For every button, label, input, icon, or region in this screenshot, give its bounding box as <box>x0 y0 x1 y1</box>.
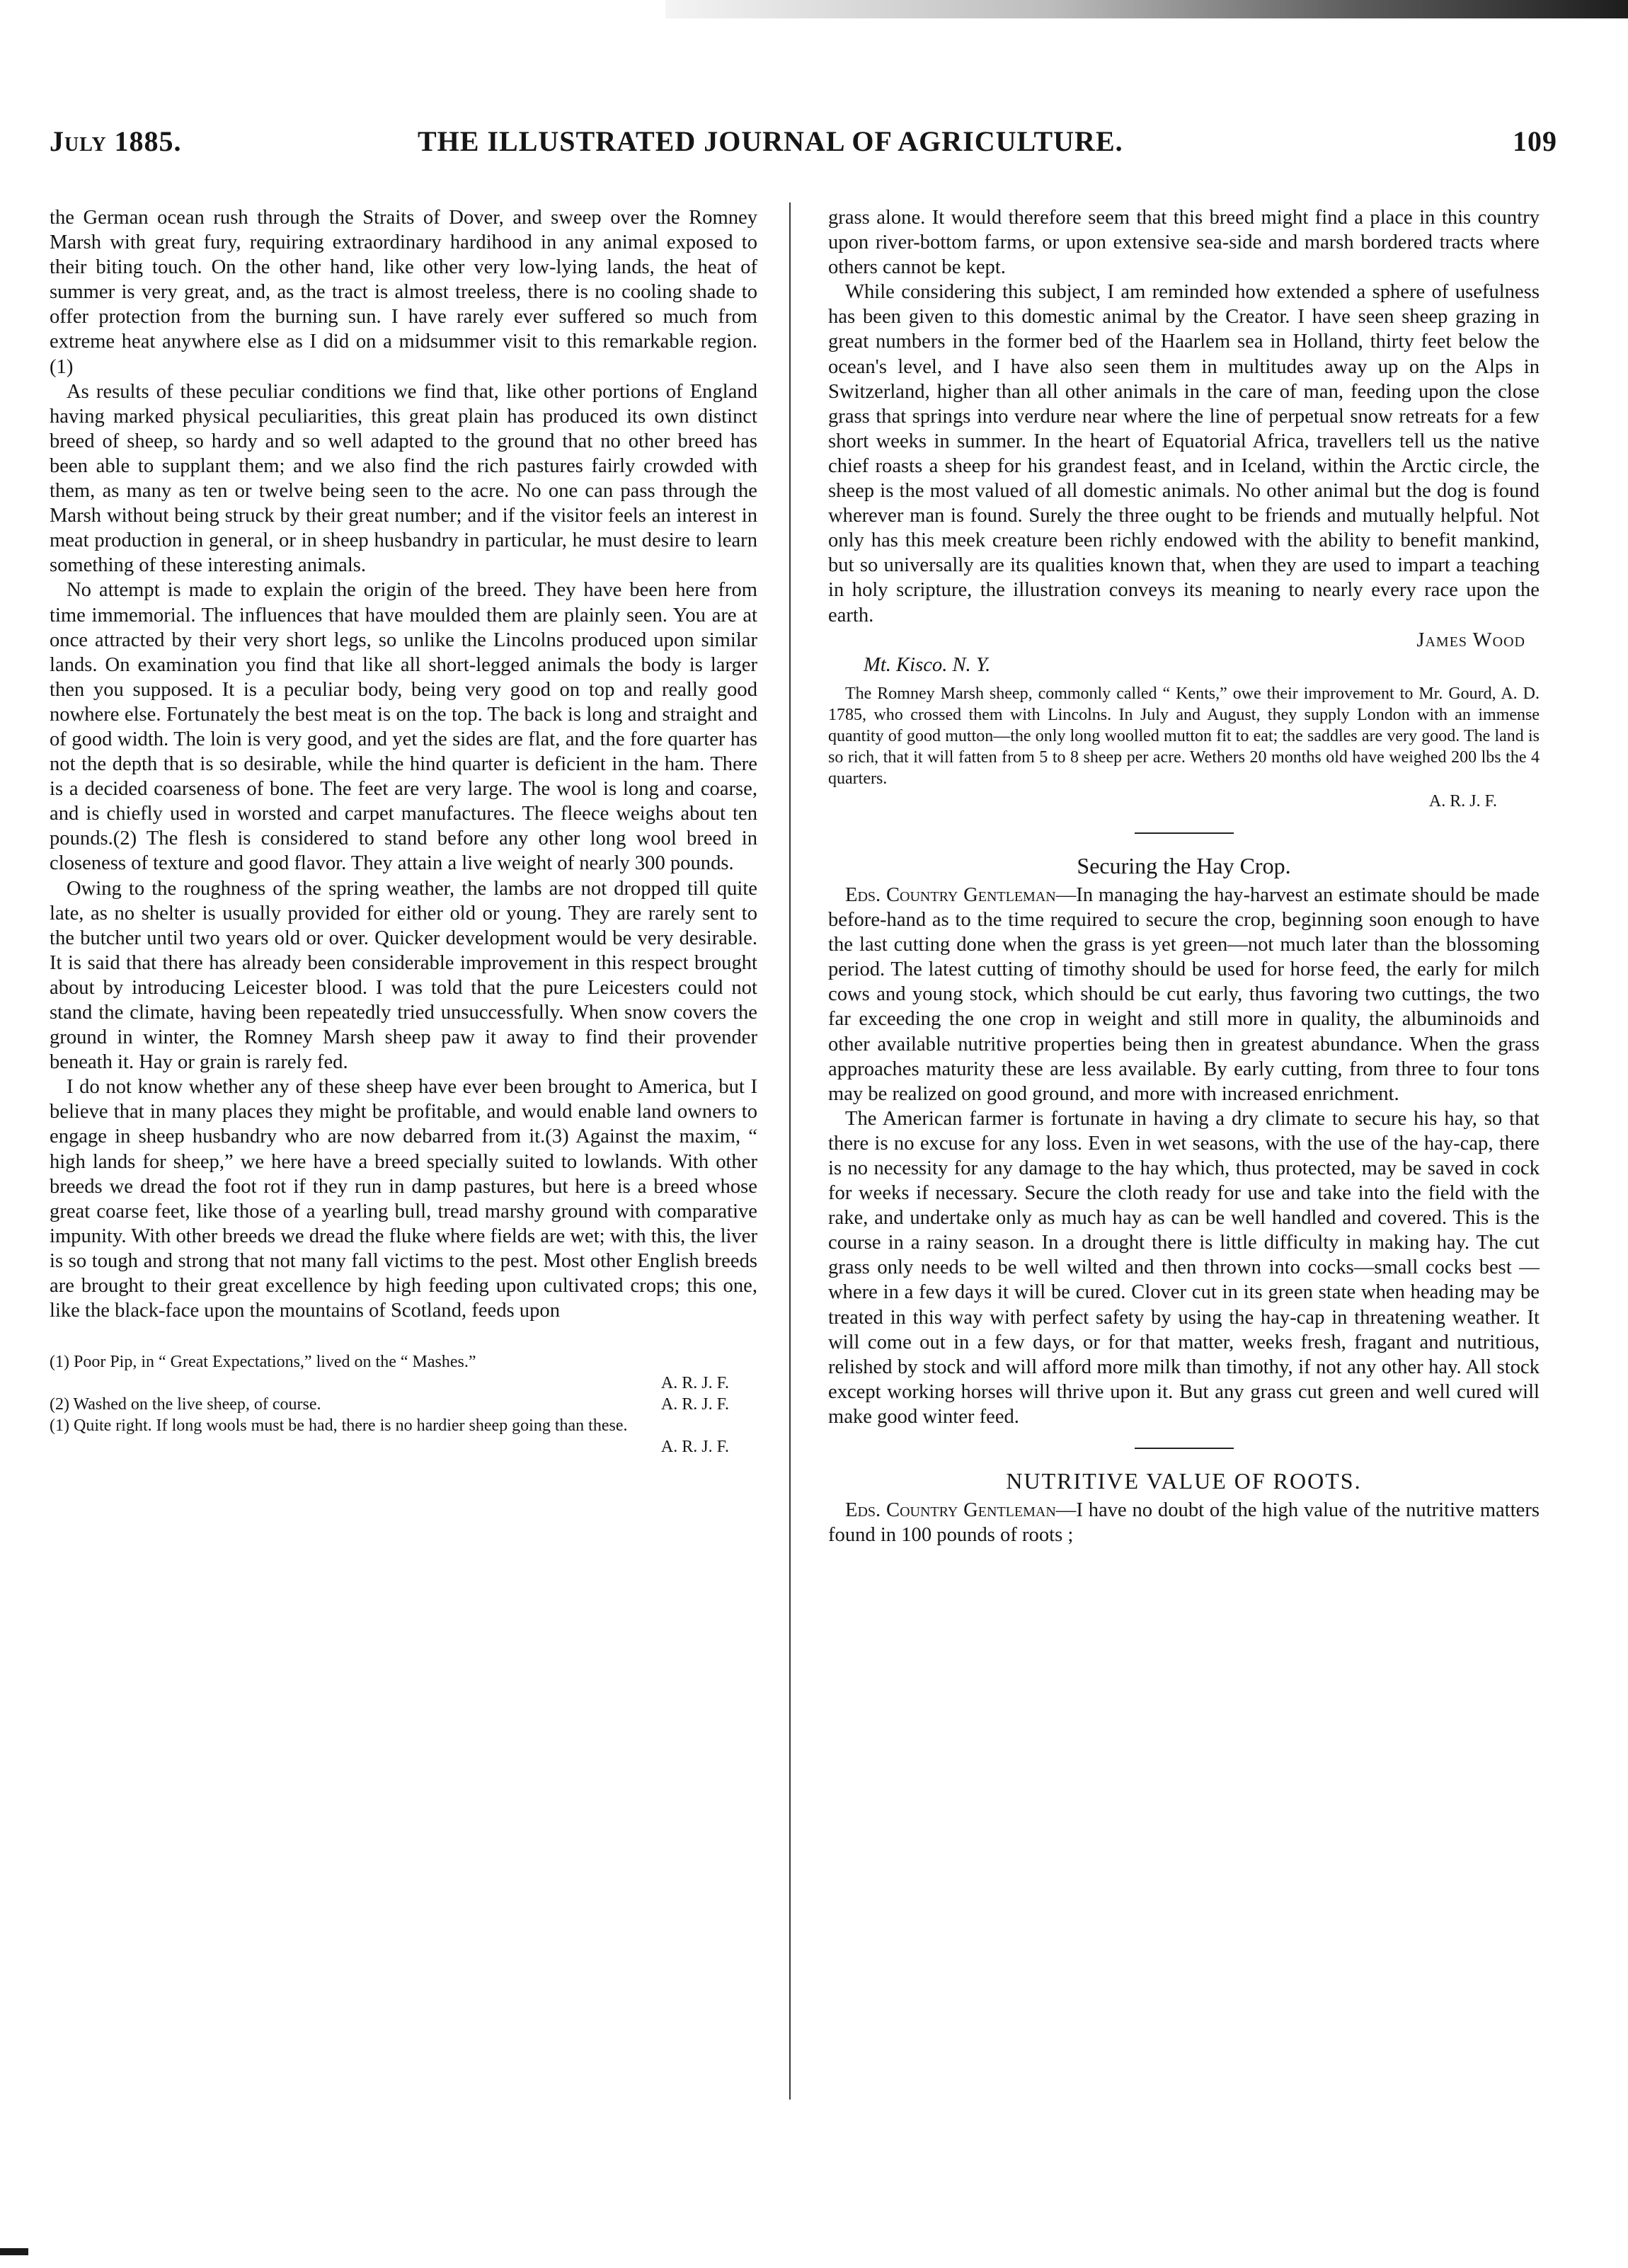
article-paragraph: No attempt is made to explain the origin of the breed. They have been here from time immemorial. The influences that have moulded them are plainly seen. You are at once attracted by their very short legs, so unlike the Lincolns produced upon similar lands. On examination you find that like all short-legged animals the body is larger then you supposed. It is a peculiar body, being very good on top and really good nowhere else. Fortunately the best meat is on the top. The back is long and straight and of good width. The loin is very good, and yet the sides are flat, and the fore quarter has not the depth that is so desirable, while the hind quarter is deficient in the ham. There is a decided coarseness of bone. The feet are very large. The wool is long and coarse, and is chiefly used in worsted and carpet manufactures. The fleece weighs about ten pounds.(2) The flesh is considered to stand before any other long wool breed in closeness of texture and good flavor. They attain a live weight of nearly 300 pounds. <box>50 579 757 875</box>
article-paragraph <box>828 883 1540 1106</box>
roots-lead: Eds. Country Gentleman <box>845 1499 1056 1522</box>
page-number: 109 <box>1513 125 1557 157</box>
article-paragraph: grass alone. It would therefore seem that this breed might find a place in this country upon river-bottom farms, or upon extensive sea-side and marsh bordered tracts where others cannot be kept. <box>828 207 1540 279</box>
article-paragraph: While considering this subject, I am reminded how extended a sphere of usefulness has been given to this domestic animal by the Creator. I have seen sheep grazing in great numbers in the former bed of the Haarlem sea in Holland, thirty feet below the ocean's level, and I have also seen them in multitudes away up on the Alps in Switzerland, higher than all other animals in the care of man, feeding upon the close grass that springs into verdure near where the line of perpetual snow retreats for a few short weeks in summer. In the heart of Equatorial Africa, travellers tell us the native chief roasts a sheep for his grandest feast, and in Iceland, within the Arctic circle, the sheep is the most valued of all domestic animals. No other animal but the dog is found wherever man is found. Surely the three ought to be friends and mutually helpful. Not only has this meek creature been richly endowed with the ability to benefit mankind, but so universally are its qualities known that, when they are used to impart a teaching in holy scripture, the illustration conveys its meaning to nearly every race upon the earth. <box>828 281 1540 626</box>
footnote <box>50 1394 757 1415</box>
footnote-text: (2) Washed on the live sheep, of course. <box>50 1395 321 1414</box>
hay-crop-lead: Eds. Country Gentleman <box>845 883 1056 906</box>
roots-text: —I have no doubt of the high value of the nutritive matters found in 100 pounds of roots ; <box>828 1499 1540 1547</box>
article-paragraph: The American farmer is fortunate in having a dry climate to secure his hay, so that there is no excuse for any loss. Even in wet seasons, with the use of the hay-cap, there is no necessity for any damage to the hay which, thus protected, may be saved in cock for weeks if necessary. Secure the cloth ready for use and take into the field with the rake, and undertake only as much hay as can be well handled and covered. This is the course in a rainy season. In a drought there is little difficulty in making hay. The cut grass only needs to be well wilted and then thrown into cocks—small cocks best —where in a few days it will be cured. Clover cut in its green state when heading may be treated in this way with perfect safety by using the hay-cap in threatening weather. It will come out in a few days, or for that matter, weeks fresh, fragant and nutritious, relished by stock and will afford more milk than timothy, if not any other hay. All stock except working horses will thrive upon it. But any grass cut green and well cured will make good winter feed. <box>828 1107 1540 1428</box>
column-rule <box>789 202 791 2100</box>
footnotes <box>50 1351 757 1457</box>
author-signature <box>828 628 1540 653</box>
article-paragraph: As results of these peculiar conditions we find that, like other portions of England having marked physical peculiarities, this great plain has produced its own distinct breed of sheep, so hardy and so well adapted to the ground that no other breed has been able to supplant them; and we also find the rich pastures fairly crowded with them, as many as ten or twelve being seen to the acre. No one can pass through the Marsh without being struck by their great number; and if the visitor feels an interest in meat production in general, or in sheep husbandry in particular, he must desire to learn something of these interesting animals. <box>50 380 757 577</box>
footnote-signature: A. R. J. F. <box>660 1438 729 1457</box>
scan-mark <box>0 2248 28 2255</box>
article-paragraph: the German ocean rush through the Straits of Dover, and sweep over the Romney Marsh with great fury, requiring extraordinary hardihood in any animal exposed to their biting touch. On the other hand, like other very low-lying lands, the heat of summer is very great, and, as the tract is almost treeless, there is no cooling shade to offer protection from the burning sun. I have rarely ever suffered so much from extreme heat anywhere else as I did on a midsummer visit to this remarkable region. (1) <box>50 207 757 378</box>
author-place: Mt. Kisco. N. Y. <box>864 653 991 676</box>
hay-crop-text: —In managing the hay-harvest an estimate should be made before-hand as to the time required to secure the crop, beginning soon enough to have the last cutting done when the grass is yet green—not much later than the blossoming period. The latest cutting of timothy should be used for horse feed, the early for milch cows and young stock, which should be cut early, thus favoring two cuttings, the two far exceeding the one crop in weight and still more in quality, the albuminoids and other available nutritive properties being then in greatest abundance. When the grass approaches maturity these are less available. By early cutting, from three to four tons may be realized on good ground, and more with increased enrichment. <box>828 883 1540 1105</box>
article-paragraph <box>828 1498 1540 1547</box>
article-paragraph: Owing to the roughness of the spring weather, the lambs are not dropped till quite late, as no shelter is usually provided for either old or young. They are rarely sent to the butcher until two years old or over. Quicker development would be very desirable. It is said that there has already been considerable improvement in this respect brought about by introducing Leicester blood. I was told that the pure Leicesters could not stand the climate, having been repeatedly tried unsuccessfully. When snow covers the ground in winter, the Romney Marsh sheep paw it away to find their provender beneath it. Hay or grain is rarely fed. <box>50 877 757 1074</box>
footnote-signature: A. R. J. F. <box>660 1395 729 1414</box>
issue-date: July 1885. <box>50 125 182 157</box>
section-divider <box>1135 832 1234 834</box>
article-paragraph: I do not know whether any of these sheep have ever been brought to America, but I believe that in many places they might be profitable, and would enable land owners to engage in sheep husbandry who are now debarred from it.(3) Against the maxim, “ high lands for sheep,” we here have a breed specially suited to lowlands. With other breeds we dread the foot rot if they run in damp pastures, but here is a breed whose great coarse feet, like those of a yearling bull, tread marshy ground with comparative impunity. With other breeds we dread the fluke where fields are wet; with this, the liver is so tough and strong that not many fall victims to the pest. Most other English breeds are brought to their great excellence by high feeding upon cultivated crops; this one, like the black-face upon the mountains of Scotland, feeds upon <box>50 1076 757 1322</box>
author-name: James Wood <box>1416 629 1525 651</box>
hay-crop-heading: Securing the Hay Crop. <box>1077 852 1291 878</box>
footnote <box>50 1351 757 1394</box>
footnote <box>50 1415 757 1457</box>
roots-heading: NUTRITIVE VALUE OF ROOTS. <box>1006 1468 1362 1494</box>
page-header <box>50 120 1571 170</box>
editor-note-signature: A. R. J. F. <box>1428 791 1497 811</box>
top-edge-scan-bar <box>665 0 1628 18</box>
footnote-signature: A. R. J. F. <box>660 1374 729 1393</box>
footnote-text: (1) Quite right. If long wools must be had, there is no hardier sheep going than these. <box>50 1416 628 1436</box>
section-divider <box>1135 1448 1234 1449</box>
editor-note: The Romney Marsh sheep, commonly called “ Kents,” owe their improvement to Mr. Gourd, A. D. 1785, who crossed them with Lincolns. In July and August, they supply London with an immense quantity of good mutton—the only long woolled mutton fit to eat; the saddles are very good. The land is so rich, that it will fatten from 5 to 8 sheep per acre. Wethers 20 months old have weighed 200 lbs the 4 quarters. <box>828 684 1540 788</box>
journal-title: THE ILLUSTRATED JOURNAL OF AGRICULTURE. <box>418 125 1123 157</box>
footnote-text: (1) Poor Pip, in “ Great Expectations,” lived on the “ Mashes.” <box>50 1353 476 1372</box>
right-column <box>828 205 1540 1547</box>
left-column <box>50 205 757 1457</box>
